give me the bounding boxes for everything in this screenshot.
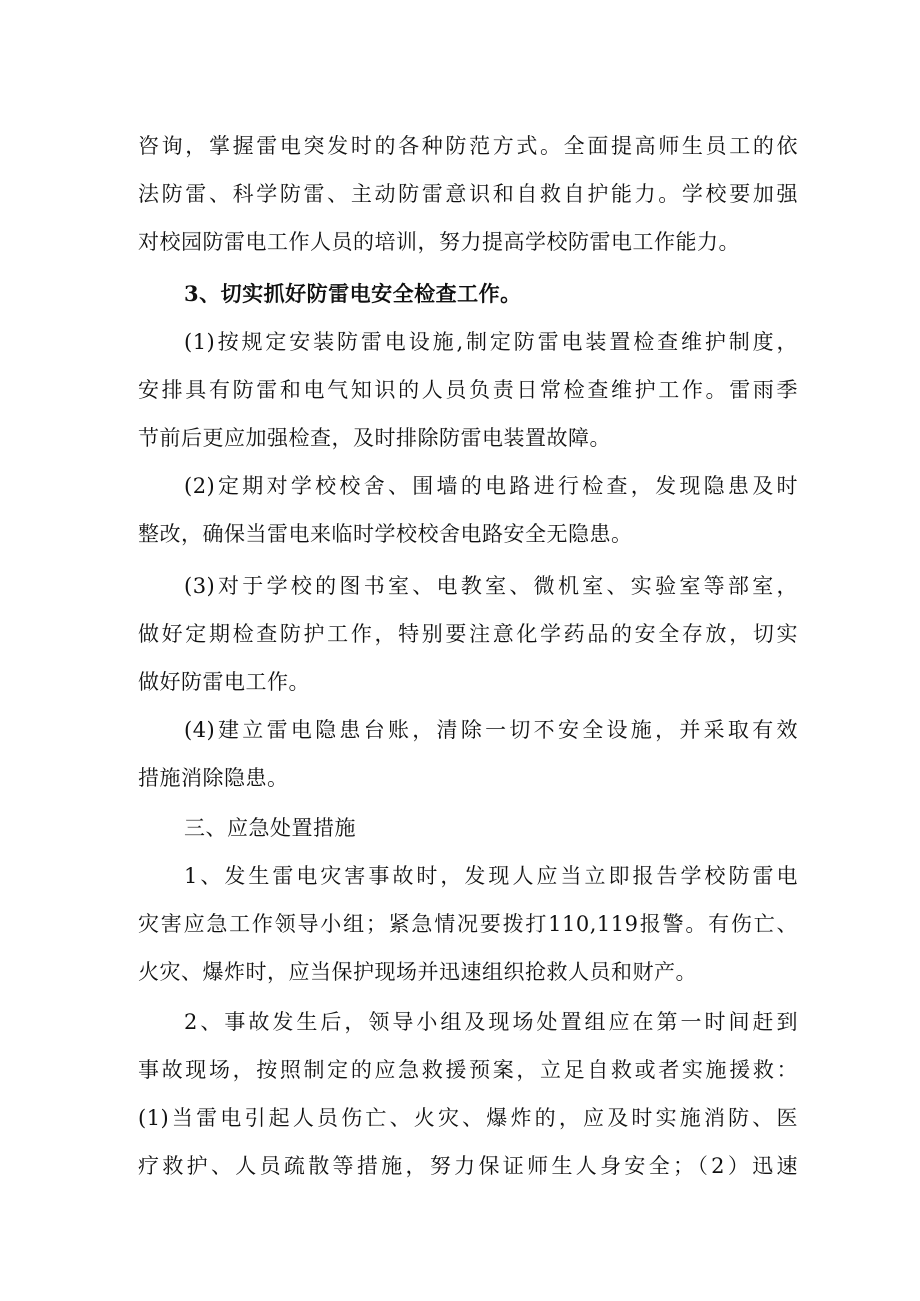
text-line: 2、事故发生后，领导小组及现场处置组应在第一时间赶到 (184, 1010, 798, 1034)
text-line: 1、发生雷电灾害事故时，发现人应当立即报告学校防雷电 (184, 864, 798, 888)
text-line: 安排具有防雷和电气知识的人员负责日常检查维护工作。雷雨季 (138, 378, 798, 402)
text-line: (1)当雷电引起人员伤亡、火灾、爆炸的，应及时实施消防、医 (138, 1106, 798, 1130)
text-line: (4)建立雷电隐患台账，清除一切不安全设施，并采取有效 (184, 718, 798, 742)
paragraph-item-2 (138, 462, 798, 558)
text-line: 咨询，掌握雷电突发时的各种防范方式。全面提高师生员工的依 (138, 134, 798, 158)
heading-text: 3、切实抓好防雷电安全检查工作。 (184, 281, 522, 306)
paragraph-item-1 (138, 318, 798, 462)
text-line: 对校园防雷电工作人员的培训，努力提高学校防雷电工作能力。 (138, 230, 740, 254)
text-line: (2)定期对学校校舍、围墙的电路进行检查，发现隐患及时 (184, 474, 798, 498)
paragraph-item-4 (138, 706, 798, 802)
text-line: 做好定期检查防护工作，特别要注意化学药品的安全存放，切实 (138, 622, 798, 646)
heading-text: 三、应急处置措施 (184, 816, 356, 840)
text-line: 事故现场，按照制定的应急救援预案，立足自救或者实施援救： (138, 1058, 798, 1082)
paragraph-emergency-2 (138, 998, 798, 1190)
section-heading-emergency (138, 804, 798, 852)
text-line: 整改，确保当雷电来临时学校校舍电路安全无隐患。 (138, 522, 633, 546)
text-line: (1)按规定安装防雷电设施,制定防雷电装置检查维护制度， (184, 330, 798, 354)
text-line: 措施消除隐患。 (138, 766, 289, 790)
paragraph-item-3 (138, 562, 798, 706)
paragraph-emergency-1 (138, 852, 798, 996)
text-line: 节前后更应加强检查，及时排除防雷电装置故障。 (138, 426, 611, 450)
text-line: (3)对于学校的图书室、电教室、微机室、实验室等部室， (184, 574, 798, 598)
section-heading-inspection (138, 270, 798, 318)
text-line: 疗救护、人员疏散等措施，努力保证师生人身安全；（2）迅速 (138, 1154, 798, 1178)
text-line: 法防雷、科学防雷、主动防雷意识和自救自护能力。学校要加强 (138, 182, 798, 206)
text-line: 灾害应急工作领导小组；紧急情况要拨打110,119报警。有伤亡、 (138, 912, 798, 936)
paragraph-awareness (138, 122, 798, 266)
text-line: 做好防雷电工作。 (138, 670, 310, 694)
text-line: 火灾、爆炸时，应当保护现场并迅速组织抢救人员和财产。 (138, 960, 697, 984)
